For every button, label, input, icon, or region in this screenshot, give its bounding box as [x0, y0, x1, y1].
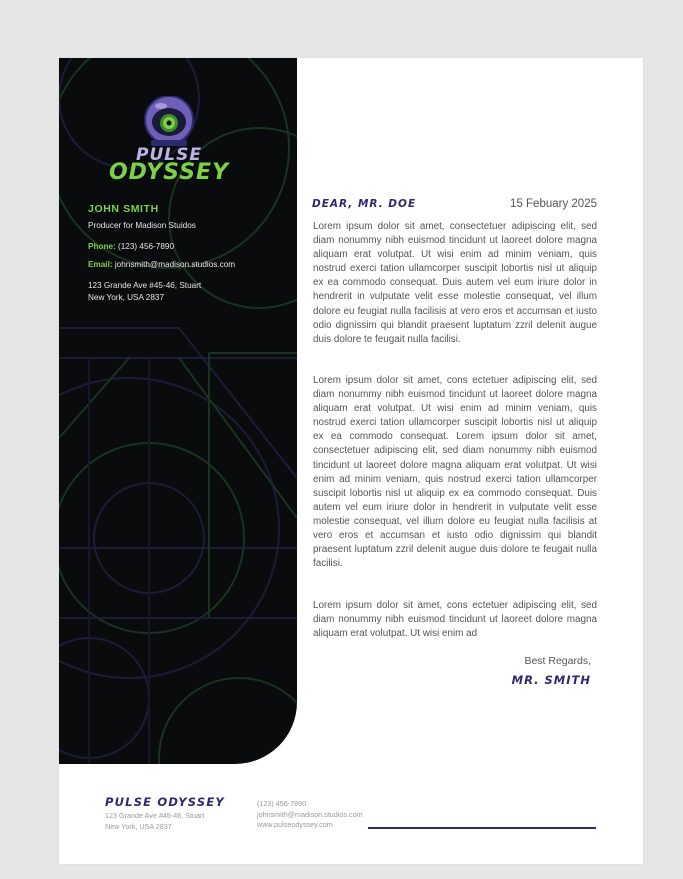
- logo-wordmark-odyssey: ODYSSEY: [108, 160, 230, 185]
- footer-email: johnsmith@madison.studios.com: [257, 809, 363, 819]
- address-line-2: New York, USA 2837: [88, 293, 165, 302]
- astronaut-helmet-icon: [99, 96, 239, 146]
- logo-wordmark-pulse: PULSE: [136, 145, 202, 165]
- signoff-name: MR. SMITH: [511, 673, 591, 687]
- sender-role: Producer for Madison Stuidos: [88, 221, 196, 230]
- footer-divider: [368, 827, 596, 829]
- footer-brand: PULSE ODYSSEY: [105, 795, 225, 809]
- footer-contact: [257, 799, 363, 831]
- letterhead-page: [59, 58, 643, 864]
- letter-date: 15 Febuary 2025: [510, 198, 597, 210]
- phone-value: (123) 456-7890: [118, 242, 175, 251]
- body-paragraph-3: Lorem ipsum dolor sit amet, cons ectetuer adipiscing elit, sed diam nonummy nibh euismod tincidunt ut laoreet dolore magna aliquam erat volutpat. Ut wisi enim ad: [313, 600, 597, 640]
- email-label: Email:: [88, 260, 113, 269]
- phone-label: Phone:: [88, 242, 116, 251]
- footer-phone: (123) 456-7890: [257, 799, 307, 808]
- sender-email: [88, 259, 235, 271]
- footer-address: [105, 811, 204, 832]
- sender-address: [88, 280, 248, 304]
- footer-address-line-1: 123 Grande Ave #45-46, Stuart: [105, 811, 205, 820]
- body-paragraph-1: Lorem ipsum dolor sit amet, consectetuer adipiscing elit, sed diam nonummy nibh euismod tincidunt ut laoreet dolore magna aliquam erat volutpat. Ut wisi enim ad minim veniam, quis nostrud exerci tation ullamcorper suscipit lobortis nisl ut aliquip ex ea commodo consequat. Duis autem vel eum iriure dolor in hendrerit in vulputate velit esse molestie consequat, vel illum dolore eu feugiat nulla facilisis at vero eros et accumsan et iusto odio dignissim qui blandit praesent luptatum zzril delenit augue duis dolore te feugait nulla facilisi.: [313, 221, 597, 345]
- sidebar-panel: [59, 58, 297, 764]
- closing: Best Regards,: [524, 655, 591, 667]
- sender-name: JOHN SMITH: [88, 203, 159, 215]
- email-value: johnsmith@madison.studios.com: [114, 260, 236, 269]
- address-line-1: 123 Grande Ave #45-46, Stuart: [88, 281, 202, 290]
- footer-website: www.pulseodyssey.com: [257, 820, 333, 829]
- salutation: DEAR, MR. DOE: [312, 198, 417, 210]
- sender-phone: [88, 241, 174, 253]
- brand-logo: [99, 96, 239, 186]
- body-paragraph-2: Lorem ipsum dolor sit amet, cons ectetuer adipiscing elit, sed diam nonummy nibh euismod tincidunt ut laoreet dolore magna aliquam erat volutpat. Ut wisi enim ad minim veniam, quis nostrud exerci tation ullamcorper suscipit lobortis nisl ut aliquip ex ea commodo consequat. Lorem ipsum dolor sit amet, consectetuer adipiscing elit, sed diam nonummy nibh euismod tincidunt ut laoreet dolore magna aliquam erat volutpat. Ut wisi enim ad minim veniam, quis nostrud exerci tation ullamcorper suscipit lobortis nisl ut aliquip ex ea commodo consequat. Duis autem vel eum iriure dolor in hendrerit in vulputate velit esse molestie consequat, vel illum dolore eu feugiat nulla facilisis at vero eros et accumsan et iusto odio dignissim qui blandit praesent luptatum zzril delenit augue duis dolore te feugait nulla facilisi.: [313, 375, 597, 570]
- footer-address-line-2: New York, USA 2837: [105, 821, 172, 831]
